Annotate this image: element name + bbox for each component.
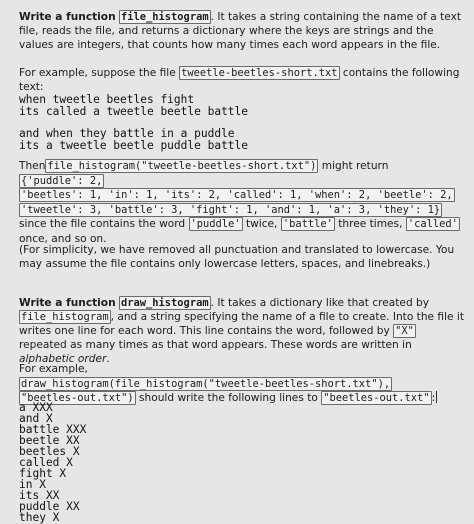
example1-pre: For example, suppose the file bbox=[19, 67, 176, 79]
intro-text: . It takes a string containing the name of a text file, reads the file, and returns a dictionary where the keys are strings and the values are integers, that counts how many times each word appears in the file. bbox=[19, 11, 462, 51]
poem-line-2: its called a tweetle beetle battle bbox=[19, 105, 249, 118]
output-line: a XXX bbox=[19, 401, 53, 414]
output-line: puddle XX bbox=[19, 500, 80, 513]
example1-post: contains the following text: bbox=[19, 67, 460, 93]
example1-paragraph bbox=[19, 66, 464, 94]
poem-line-1: when tweetle beetles fight bbox=[19, 93, 195, 106]
file-histogram-call: file_histogram("tweetle-beetles-short.txt") bbox=[47, 160, 317, 172]
output-line: fight X bbox=[19, 467, 67, 480]
dict-part-c: 'tweetle': 3, 'battle': 3, 'fight': 1, 'and': 1, 'a': 3, 'they': 1} bbox=[21, 203, 441, 216]
output-line: called X bbox=[19, 456, 73, 469]
text-cursor bbox=[436, 391, 437, 403]
function-name-draw-histogram: draw_histogram bbox=[121, 297, 209, 309]
word-called: 'called' bbox=[407, 218, 458, 230]
draw-histogram-call-b: "beetles-out.txt") bbox=[21, 392, 134, 404]
draw-text-a: . It takes a dictionary like that created by bbox=[210, 297, 430, 309]
alphabetic-order: alphabetic order bbox=[19, 353, 107, 365]
word-puddle: 'puddle' bbox=[190, 218, 241, 230]
draw-text-d: . bbox=[106, 353, 110, 365]
draw-paragraph bbox=[19, 296, 464, 366]
output-line: its XX bbox=[19, 489, 60, 502]
then-t3: once, and so on. bbox=[19, 232, 107, 245]
dict-part-a: {'puddle': 2, bbox=[21, 174, 103, 187]
dict-part-b: 'beetles': 1, 'in': 1, 'its': 2, 'called': 1, 'when': 2, 'beetle': 2, bbox=[21, 189, 453, 201]
then-since: since the file contains the word bbox=[19, 218, 186, 230]
intro-paragraph bbox=[19, 10, 464, 52]
filename-tweetle-beetles: tweetle-beetles-short.txt bbox=[181, 67, 338, 79]
example2-colon: : bbox=[431, 392, 436, 404]
then-mid: might return bbox=[321, 160, 389, 172]
output-filename: "beetles-out.txt" bbox=[323, 392, 430, 404]
poem-line-3: and when they battle in a puddle bbox=[19, 127, 235, 140]
function-name-file-histogram: file_histogram bbox=[121, 11, 209, 23]
output-line: beetles X bbox=[19, 445, 80, 458]
example2-mid: should write the following lines to bbox=[138, 392, 318, 404]
simplicity-note: (For simplicity, we have removed all punctuation and translated to lowercase. You may assume the file contains only lowercase letters, spaces, and linebreaks.) bbox=[19, 244, 455, 270]
draw-text-c: repeated as many times as that word appears. These words are written in bbox=[19, 339, 412, 351]
output-line: battle XXX bbox=[19, 423, 87, 436]
then-pre: Then bbox=[19, 160, 46, 172]
intro-lead: Write a function bbox=[19, 11, 116, 23]
x-literal: "X" bbox=[395, 325, 414, 337]
example2-pre: For example, bbox=[19, 363, 88, 375]
draw-lead: Write a function bbox=[19, 297, 116, 309]
output-line: they X bbox=[19, 511, 60, 524]
output-line: beetle XX bbox=[19, 434, 80, 447]
draw-histogram-call-a: draw_histogram(file_histogram("tweetle-beetles-short.txt"), bbox=[21, 377, 391, 390]
then-paragraph bbox=[19, 159, 464, 246]
example2-paragraph bbox=[19, 362, 464, 406]
output-line: in X bbox=[19, 478, 46, 491]
poem-line-4: its a tweetle beetle puddle battle bbox=[19, 139, 249, 152]
function-name-file-histogram-ref: file_histogram bbox=[21, 311, 109, 323]
draw-text-b: , and a string specifying the name of a file to create. Into the file it writes one line for each word. This line contains the word, followed by bbox=[19, 311, 465, 337]
output-line: and X bbox=[19, 412, 53, 425]
then-t1: twice, bbox=[245, 218, 278, 230]
then-t2: three times, bbox=[338, 218, 403, 230]
word-battle: 'battle' bbox=[282, 218, 333, 230]
